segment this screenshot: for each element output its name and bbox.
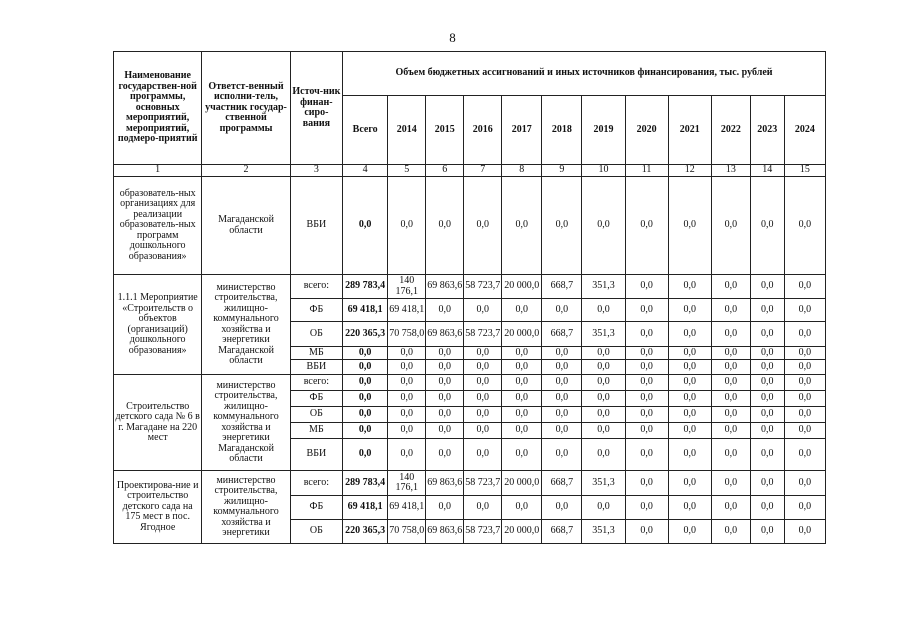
column-number: 11 [625,165,668,177]
program-name-cell: Строительство детского сада № 6 в г. Магадане на 220 мест [114,375,202,471]
executor-cell: Магаданской области [202,177,290,275]
source-cell: ФБ [290,299,342,322]
year-value-cell: 0,0 [542,407,582,423]
year-value-cell: 0,0 [582,347,625,360]
header-year-9: 2022 [711,96,750,165]
column-number: 15 [784,165,825,177]
header-source: Источ-ник финан-сиро-вания [290,52,342,165]
column-number: 7 [464,165,502,177]
column-number: 14 [750,165,784,177]
source-cell: всего: [290,471,342,496]
year-value-cell: 0,0 [784,423,825,439]
year-value-cell: 0,0 [388,360,426,375]
year-value-cell: 0,0 [542,496,582,520]
table-row [114,275,826,299]
year-value-cell: 0,0 [582,407,625,423]
year-value-cell: 0,0 [750,496,784,520]
year-value-cell: 20 000,0 [502,471,542,496]
total-value-cell: 289 783,4 [343,471,388,496]
year-value-cell: 0,0 [464,375,502,391]
year-value-cell: 58 723,7 [464,275,502,299]
year-value-cell: 0,0 [625,471,668,496]
year-value-cell: 351,3 [582,471,625,496]
year-value-cell: 0,0 [750,439,784,471]
header-year-8: 2021 [668,96,711,165]
year-value-cell: 668,7 [542,322,582,347]
total-value-cell: 69 418,1 [343,299,388,322]
year-value-cell: 0,0 [668,496,711,520]
year-value-cell: 0,0 [711,471,750,496]
year-value-cell: 0,0 [784,177,825,275]
year-value-cell: 0,0 [711,322,750,347]
year-value-cell: 0,0 [668,423,711,439]
year-value-cell: 0,0 [582,391,625,407]
year-value-cell: 0,0 [625,299,668,322]
year-value-cell: 0,0 [750,471,784,496]
column-number: 10 [582,165,625,177]
year-value-cell: 0,0 [668,275,711,299]
header-year-5: 2018 [542,96,582,165]
header-year-11: 2024 [784,96,825,165]
year-value-cell: 0,0 [711,177,750,275]
year-value-cell: 0,0 [625,496,668,520]
year-value-cell: 0,0 [426,391,464,407]
year-value-cell: 0,0 [668,347,711,360]
source-cell: ВБИ [290,439,342,471]
year-value-cell: 0,0 [582,375,625,391]
year-value-cell: 0,0 [582,423,625,439]
header-year-7: 2020 [625,96,668,165]
year-value-cell: 0,0 [750,347,784,360]
year-value-cell: 69 863,6 [426,275,464,299]
source-cell: МБ [290,423,342,439]
year-value-cell: 0,0 [750,299,784,322]
total-value-cell: 220 365,3 [343,520,388,544]
year-value-cell: 58 723,7 [464,520,502,544]
year-value-cell: 0,0 [750,375,784,391]
header-year-3: 2016 [464,96,502,165]
source-cell: ФБ [290,391,342,407]
year-value-cell: 0,0 [750,177,784,275]
year-value-cell: 0,0 [542,439,582,471]
year-value-cell: 0,0 [784,275,825,299]
year-value-cell: 0,0 [625,275,668,299]
year-value-cell: 0,0 [464,360,502,375]
table-header [114,52,826,177]
year-value-cell: 0,0 [542,360,582,375]
year-value-cell: 0,0 [464,439,502,471]
year-value-cell: 0,0 [668,471,711,496]
year-value-cell: 69 418,1 [388,496,426,520]
program-name-cell: 1.1.1 Мероприятие «Строительств о объектов (организаций) дошкольного образования» [114,275,202,375]
year-value-cell: 0,0 [388,423,426,439]
year-value-cell: 0,0 [750,520,784,544]
year-value-cell: 20 000,0 [502,520,542,544]
total-value-cell: 69 418,1 [343,496,388,520]
header-executor: Ответст-венный исполни-тель, участник государ-ственной программы [202,52,290,165]
year-value-cell: 0,0 [668,375,711,391]
year-value-cell: 0,0 [502,407,542,423]
year-value-cell: 0,0 [784,496,825,520]
executor-cell: министерство строительства, жилищно-коммунального хозяйства и энергетики Магаданской области [202,275,290,375]
year-value-cell: 58 723,7 [464,471,502,496]
header-year-2: 2015 [426,96,464,165]
source-cell: всего: [290,375,342,391]
source-cell: ОБ [290,520,342,544]
executor-cell: министерство строительства, жилищно-коммунального хозяйства и энергетики Магаданской области [202,375,290,471]
year-value-cell: 351,3 [582,520,625,544]
year-value-cell: 0,0 [582,177,625,275]
year-value-cell: 0,0 [426,496,464,520]
column-number: 8 [502,165,542,177]
year-value-cell: 0,0 [711,391,750,407]
year-value-cell: 0,0 [388,407,426,423]
total-value-cell: 220 365,3 [343,322,388,347]
total-value-cell: 0,0 [343,407,388,423]
year-value-cell: 0,0 [464,423,502,439]
year-value-cell: 0,0 [542,375,582,391]
year-value-cell: 0,0 [625,360,668,375]
year-value-cell: 0,0 [426,347,464,360]
year-value-cell: 0,0 [668,439,711,471]
year-value-cell: 0,0 [464,177,502,275]
total-value-cell: 0,0 [343,439,388,471]
table-body [114,177,826,544]
header-year-10: 2023 [750,96,784,165]
year-value-cell: 0,0 [502,347,542,360]
year-value-cell: 0,0 [625,391,668,407]
year-value-cell: 0,0 [668,360,711,375]
source-cell: ФБ [290,496,342,520]
total-value-cell: 0,0 [343,423,388,439]
year-value-cell: 0,0 [784,347,825,360]
source-cell: ОБ [290,407,342,423]
year-value-cell: 0,0 [668,520,711,544]
year-value-cell: 0,0 [625,423,668,439]
year-value-cell: 69 863,6 [426,471,464,496]
total-value-cell: 0,0 [343,391,388,407]
year-value-cell: 0,0 [711,496,750,520]
year-value-cell: 0,0 [668,177,711,275]
source-cell: ОБ [290,322,342,347]
total-value-cell: 0,0 [343,360,388,375]
year-value-cell: 0,0 [502,375,542,391]
year-value-cell: 0,0 [542,347,582,360]
year-value-cell: 70 758,0 [388,322,426,347]
year-value-cell: 668,7 [542,520,582,544]
year-value-cell: 0,0 [750,391,784,407]
column-number: 5 [388,165,426,177]
total-value-cell: 0,0 [343,347,388,360]
year-value-cell: 0,0 [388,391,426,407]
year-value-cell: 0,0 [750,423,784,439]
source-cell: МБ [290,347,342,360]
program-name-cell: образователь-ных организациях для реализации образователь-ных программ дошкольного образования» [114,177,202,275]
year-value-cell: 0,0 [668,299,711,322]
year-value-cell: 0,0 [750,360,784,375]
year-value-cell: 20 000,0 [502,275,542,299]
year-value-cell: 0,0 [502,439,542,471]
year-value-cell: 69 418,1 [388,299,426,322]
year-value-cell: 0,0 [750,322,784,347]
year-value-cell: 0,0 [464,391,502,407]
year-value-cell: 0,0 [502,496,542,520]
year-value-cell: 0,0 [625,407,668,423]
year-value-cell: 0,0 [426,360,464,375]
year-value-cell: 668,7 [542,275,582,299]
column-number: 2 [202,165,290,177]
source-cell: всего: [290,275,342,299]
year-value-cell: 0,0 [711,375,750,391]
executor-cell: министерство строительства, жилищно-коммунального хозяйства и энергетики [202,471,290,544]
year-value-cell: 0,0 [542,177,582,275]
year-value-cell: 0,0 [784,520,825,544]
year-value-cell: 0,0 [502,391,542,407]
column-number: 6 [426,165,464,177]
header-column-numbers [114,165,826,177]
year-value-cell: 0,0 [426,375,464,391]
table-row [114,177,826,275]
year-value-cell: 0,0 [426,177,464,275]
year-value-cell: 0,0 [711,407,750,423]
year-value-cell: 0,0 [784,299,825,322]
year-value-cell: 0,0 [542,391,582,407]
year-value-cell: 0,0 [426,439,464,471]
column-number: 9 [542,165,582,177]
year-value-cell: 0,0 [625,439,668,471]
year-value-cell: 140 176,1 [388,275,426,299]
year-value-cell: 0,0 [388,375,426,391]
program-name-cell: Проектирова-ние и строительство детского сада на 175 мест в пос. Ягодное [114,471,202,544]
column-number: 4 [343,165,388,177]
year-value-cell: 0,0 [464,496,502,520]
year-value-cell: 0,0 [711,275,750,299]
year-value-cell: 0,0 [711,347,750,360]
year-value-cell: 0,0 [750,275,784,299]
year-value-cell: 0,0 [784,375,825,391]
column-number: 3 [290,165,342,177]
year-value-cell: 0,0 [625,347,668,360]
year-value-cell: 0,0 [784,471,825,496]
year-value-cell: 0,0 [711,360,750,375]
total-value-cell: 0,0 [343,177,388,275]
page-number: 8 [449,30,456,45]
year-value-cell: 0,0 [388,177,426,275]
year-value-cell: 0,0 [502,299,542,322]
header-volume: Объем бюджетных ассигнований и иных источников финансирования, тыс. рублей [343,52,826,96]
header-year-6: 2019 [582,96,625,165]
year-value-cell: 351,3 [582,275,625,299]
header-year-1: 2014 [388,96,426,165]
year-value-cell: 0,0 [625,520,668,544]
year-value-cell: 0,0 [625,322,668,347]
year-value-cell: 0,0 [426,299,464,322]
year-value-cell: 0,0 [711,439,750,471]
year-value-cell: 0,0 [711,520,750,544]
table-row [114,471,826,496]
year-value-cell: 0,0 [784,439,825,471]
total-value-cell: 289 783,4 [343,275,388,299]
year-value-cell: 0,0 [542,299,582,322]
year-value-cell: 0,0 [668,322,711,347]
column-number: 13 [711,165,750,177]
year-value-cell: 0,0 [542,423,582,439]
year-value-cell: 69 863,6 [426,520,464,544]
year-value-cell: 0,0 [464,299,502,322]
column-number: 1 [114,165,202,177]
year-value-cell: 0,0 [750,407,784,423]
year-value-cell: 58 723,7 [464,322,502,347]
header-year-4: 2017 [502,96,542,165]
year-value-cell: 0,0 [711,299,750,322]
year-value-cell: 351,3 [582,322,625,347]
year-value-cell: 0,0 [582,360,625,375]
year-value-cell: 0,0 [625,177,668,275]
year-value-cell: 0,0 [464,347,502,360]
source-cell: ВБИ [290,360,342,375]
year-value-cell: 0,0 [668,391,711,407]
year-value-cell: 0,0 [426,407,464,423]
year-value-cell: 0,0 [582,439,625,471]
year-value-cell: 69 863,6 [426,322,464,347]
header-year-0: Всего [343,96,388,165]
year-value-cell: 0,0 [388,347,426,360]
year-value-cell: 0,0 [426,423,464,439]
year-value-cell: 0,0 [784,407,825,423]
year-value-cell: 0,0 [582,299,625,322]
year-value-cell: 0,0 [502,360,542,375]
year-value-cell: 0,0 [784,391,825,407]
year-value-cell: 0,0 [625,375,668,391]
table-row [114,375,826,391]
year-value-cell: 140 176,1 [388,471,426,496]
budget-table [113,51,826,544]
source-cell: ВБИ [290,177,342,275]
header-program-name: Наименование государствен-ной программы, основных мероприятий, мероприятий, подмеро-приятий [114,52,202,165]
year-value-cell: 0,0 [711,423,750,439]
year-value-cell: 70 758,0 [388,520,426,544]
year-value-cell: 668,7 [542,471,582,496]
total-value-cell: 0,0 [343,375,388,391]
year-value-cell: 0,0 [784,322,825,347]
year-value-cell: 0,0 [784,360,825,375]
year-value-cell: 0,0 [582,496,625,520]
year-value-cell: 0,0 [668,407,711,423]
year-value-cell: 0,0 [502,177,542,275]
year-value-cell: 0,0 [388,439,426,471]
year-value-cell: 0,0 [502,423,542,439]
year-value-cell: 0,0 [464,407,502,423]
year-value-cell: 20 000,0 [502,322,542,347]
column-number: 12 [668,165,711,177]
